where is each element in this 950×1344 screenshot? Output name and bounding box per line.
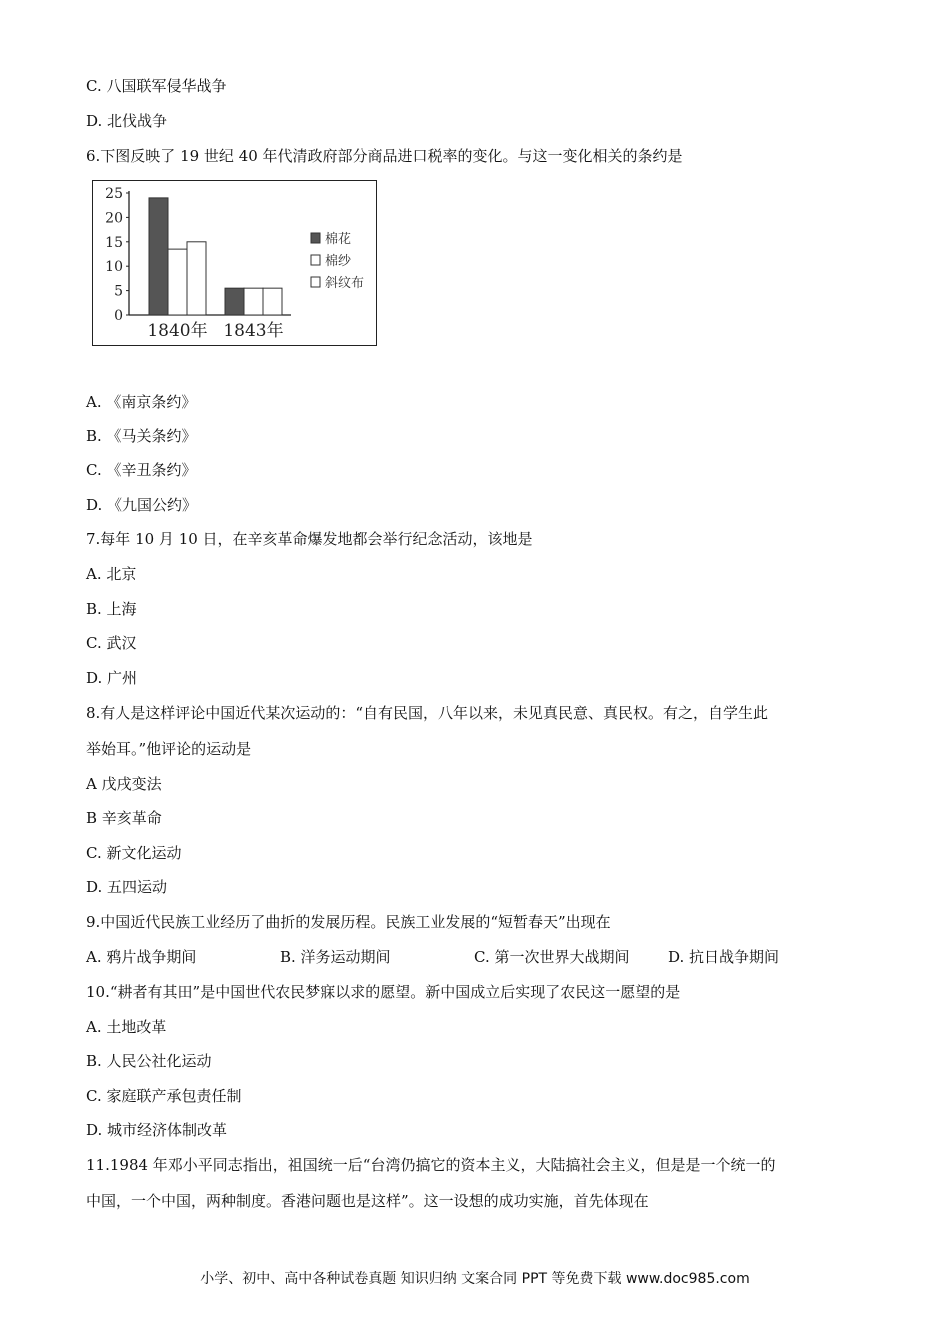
option-9c: C. 第一次世界大战期间 [474, 948, 630, 966]
legend-swatch [311, 255, 320, 265]
line-c5: C. 八国联军侵华战争 [86, 77, 227, 95]
import-tax-chart [92, 180, 377, 346]
option-6a: A. 《南京条约》 [86, 393, 197, 411]
bar-1843-2 [263, 288, 282, 315]
option-9d: D. 抗日战争期间 [668, 948, 780, 966]
question-8-line1: 8.有人是这样评论中国近代某次运动的：“自有民国，八年以来，未见真民意、真民权。有之，自学生此 [86, 704, 768, 722]
question-6: 6.下图反映了 19 世纪 40 年代清政府部分商品进口税率的变化。与这一变化相关的条约是 [86, 147, 683, 165]
y-tick-label: 5 [114, 283, 123, 300]
option-8d: D. 五四运动 [86, 878, 168, 896]
option-7a: A. 北京 [86, 565, 137, 583]
question-11-line2: 中国，一个中国，两种制度。香港问题也是这样”。这一设想的成功实施，首先体现在 [86, 1192, 649, 1210]
x-category-label: 1843年 [223, 321, 284, 341]
y-tick-label: 15 [105, 234, 123, 251]
bar-1840-1 [168, 249, 187, 315]
page-footer: 小学、初中、高中各种试卷真题 知识归纳 文案合同 PPT 等免费下载 www.doc985.com [200, 1271, 750, 1287]
option-7c: C. 武汉 [86, 634, 137, 652]
option-6d: D. 《九国公约》 [86, 496, 198, 514]
bar-1840-2 [187, 242, 206, 315]
bar-1843-0 [225, 288, 244, 315]
option-9b: B. 洋务运动期间 [280, 948, 391, 966]
option-8b: B 辛亥革命 [86, 809, 162, 827]
option-6c: C. 《辛丑条约》 [86, 461, 197, 479]
legend-swatch [311, 233, 320, 243]
option-10b: B. 人民公社化运动 [86, 1052, 212, 1070]
bar-chart-svg [93, 181, 375, 344]
legend-label: 棉纱 [325, 254, 352, 269]
option-10a: A. 土地改革 [86, 1018, 167, 1036]
y-tick-label: 10 [105, 259, 123, 276]
question-11-line1: 11.1984 年邓小平同志指出，祖国统一后“台湾仍搞它的资本主义，大陆搞社会主义，但是是一个统一的 [86, 1156, 776, 1174]
option-7b: B. 上海 [86, 600, 137, 618]
option-8a: A 戊戌变法 [86, 775, 162, 793]
legend-label: 斜纹布 [325, 276, 365, 291]
question-7: 7.每年 10 月 10 日，在辛亥革命爆发地都会举行纪念活动，该地是 [86, 530, 533, 548]
question-10: 10.“耕者有其田”是中国世代农民梦寐以求的愿望。新中国成立后实现了农民这一愿望的是 [86, 983, 681, 1001]
question-9: 9.中国近代民族工业经历了曲折的发展历程。民族工业发展的“短暂春天”出现在 [86, 913, 611, 931]
option-10d: D. 城市经济体制改革 [86, 1121, 228, 1139]
line-d5: D. 北伐战争 [86, 112, 168, 130]
bar-1840-0 [149, 198, 168, 315]
option-8c: C. 新文化运动 [86, 844, 182, 862]
legend-label: 棉花 [325, 232, 352, 247]
y-tick-label: 0 [114, 308, 123, 324]
option-10c: C. 家庭联产承包责任制 [86, 1087, 242, 1105]
option-9a: A. 鸦片战争期间 [86, 948, 197, 966]
bar-1843-1 [244, 288, 263, 315]
option-6b: B. 《马关条约》 [86, 427, 197, 445]
question-8-line2: 举始耳。”他评论的运动是 [86, 740, 252, 758]
y-tick-label: 20 [105, 210, 123, 227]
y-tick-label: 25 [105, 186, 123, 202]
legend-swatch [311, 277, 320, 287]
x-category-label: 1840年 [147, 321, 208, 341]
option-7d: D. 广州 [86, 669, 138, 687]
question-9-options [86, 947, 779, 967]
